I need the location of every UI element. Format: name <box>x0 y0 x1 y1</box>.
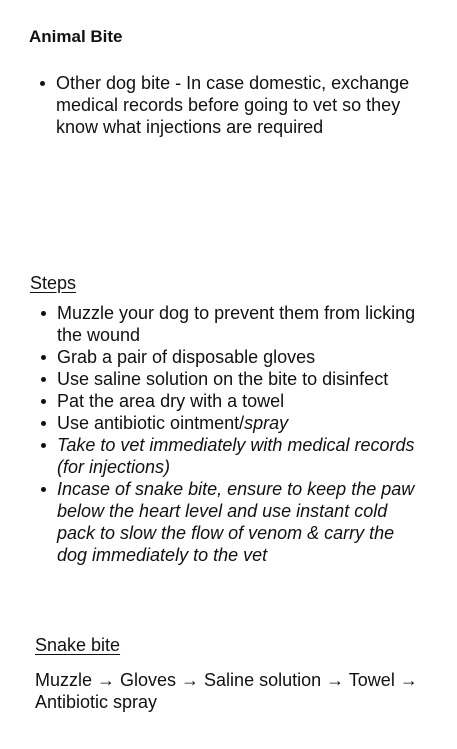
step-item <box>57 412 417 434</box>
step-text: Muzzle your dog to prevent them from licking the wound <box>57 303 416 345</box>
step-text: Grab a pair of disposable gloves <box>57 347 316 367</box>
step-text-italic: Incase of snake bite, ensure to keep the paw below the heart level and use instant cold pack to slow the flow of venom & carry the dog immediately to the vet <box>57 479 415 565</box>
intro-list <box>56 72 416 138</box>
snake-bite-flow: Muzzle → Gloves → Saline solution → Towel → Antibiotic spray <box>35 670 418 712</box>
step-item <box>57 434 417 478</box>
list-item: Other dog bite - In case domestic, exchange medical records before going to vet so they know what injections are required <box>56 72 416 138</box>
step-item <box>57 368 417 390</box>
step-item <box>57 478 417 566</box>
step-text: Use saline solution on the bite to disinfect <box>57 369 389 389</box>
steps-heading: Steps <box>30 273 77 293</box>
snake-bite-heading: Snake bite <box>35 635 121 655</box>
steps-list <box>57 302 417 566</box>
step-item <box>57 390 417 412</box>
step-text-italic: Take to vet immediately with medical records (for injections) <box>57 435 415 477</box>
step-item <box>57 302 417 346</box>
page-title: Animal Bite <box>29 27 123 46</box>
step-text: Pat the area dry with a towel <box>57 391 285 411</box>
step-text-italic: spray <box>244 413 289 433</box>
step-item <box>57 346 417 368</box>
step-text: Use antibiotic ointment/ <box>57 413 245 433</box>
